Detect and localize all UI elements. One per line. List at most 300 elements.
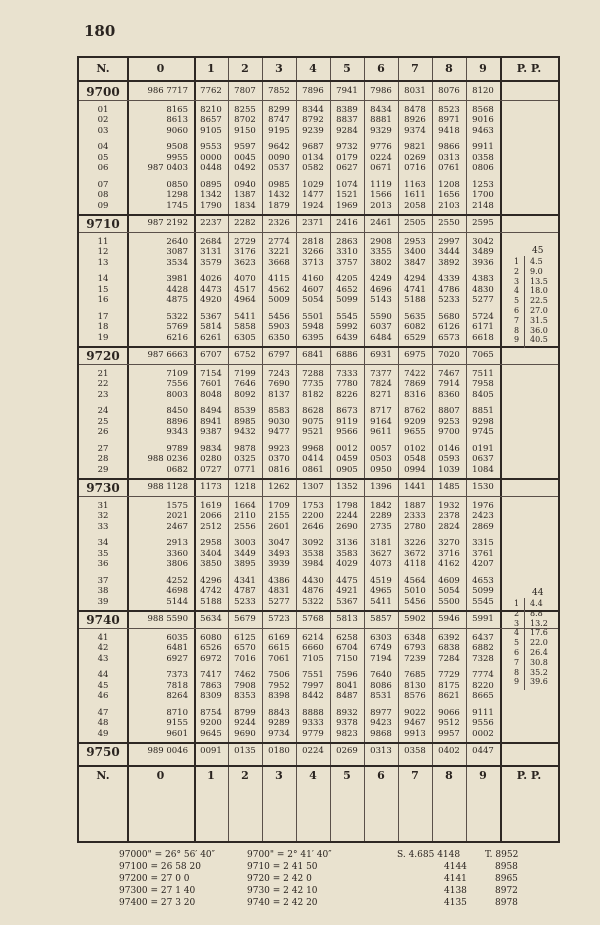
table-cell: 9298	[472, 416, 494, 427]
row-label: 07	[97, 179, 109, 190]
table-cell: 1879	[268, 200, 290, 211]
proportional-parts-index: 9	[514, 335, 520, 345]
table-cell: 6886	[336, 350, 358, 360]
table-cell: 0593	[438, 454, 460, 464]
table-cell: 2416	[336, 218, 358, 228]
table-cell: 9700	[438, 427, 460, 437]
table-cell: 9690	[234, 728, 256, 739]
table-cell: 9105	[200, 125, 222, 136]
table-cell: 4607	[302, 284, 324, 295]
table-cell: 7020	[438, 350, 460, 360]
table-cell: 5009	[268, 295, 290, 305]
table-cell: 4830	[472, 284, 494, 295]
table-cell: 4698	[166, 586, 188, 596]
row-label: 14	[97, 274, 109, 284]
table-cell: 5545	[336, 311, 358, 322]
table-cell: 1969	[336, 200, 358, 211]
table-cell: 0682	[166, 464, 188, 475]
table-cell: 6350	[268, 332, 290, 343]
table-cell: 9463	[472, 125, 494, 136]
table-cell: 8003	[166, 389, 188, 400]
table-cell: 8807	[438, 406, 460, 416]
row-label: 03	[97, 125, 109, 136]
table-cell: 0325	[234, 454, 256, 464]
table-cell: 8702	[234, 115, 256, 125]
table-cell: 7952	[268, 680, 290, 691]
table-cell: 8665	[472, 691, 494, 701]
table-cell: 0994	[404, 464, 426, 475]
table-cell: 5903	[268, 322, 290, 332]
proportional-parts-index: 5	[514, 296, 520, 306]
row-label: 28	[97, 454, 109, 464]
table-cell: 0548	[404, 454, 426, 464]
table-cell: 6927	[166, 653, 188, 664]
table-cell: 5099	[472, 586, 494, 596]
proportional-parts-head: 44	[532, 588, 544, 598]
table-cell: 2958	[200, 538, 222, 548]
table-cell: 8896	[166, 416, 188, 427]
table-cell: 4428	[166, 284, 188, 295]
row-label: 29	[97, 464, 109, 475]
table-cell: 1656	[438, 190, 460, 200]
table-cell: 9329	[370, 125, 392, 136]
table-cell: 5233	[234, 596, 256, 607]
table-cell: 6348	[404, 632, 426, 643]
table-cell: 4652	[336, 284, 358, 295]
proportional-parts-index: 6	[514, 648, 520, 657]
table-cell: 6395	[302, 332, 324, 343]
table-cell: 9968	[302, 443, 324, 454]
table-cell: 9834	[200, 443, 222, 454]
table-cell: 4160	[302, 274, 324, 284]
table-cell: 2556	[234, 521, 256, 532]
table-cell: 2282	[234, 218, 256, 228]
table-cell: 1396	[370, 482, 392, 492]
table-cell: 8048	[200, 389, 222, 400]
column-header-bottom: 7	[411, 768, 419, 782]
table-cell: 1441	[404, 482, 426, 492]
table-cell: 7601	[200, 379, 222, 389]
table-cell: 8086	[370, 680, 392, 691]
row-label: 36	[97, 559, 109, 569]
table-cell: 7762	[200, 86, 222, 96]
table-cell: 9209	[404, 416, 426, 427]
table-cell: 7467	[438, 368, 460, 379]
table-cell: 9957	[438, 728, 460, 739]
proportional-parts-head: 45	[532, 246, 544, 256]
table-cell: 9821	[404, 142, 426, 152]
proportional-parts-value: 31.5	[530, 315, 548, 325]
table-cell: 9111	[472, 707, 494, 718]
table-cell: 1432	[268, 190, 290, 200]
table-cell: 3181	[370, 538, 392, 548]
table-cell: 0269	[336, 746, 358, 756]
table-cell: 2371	[302, 218, 324, 228]
row-label: 33	[97, 521, 109, 532]
table-cell: 986 7717	[147, 86, 188, 96]
table-cell: 5858	[234, 322, 256, 332]
row-label: 15	[97, 284, 109, 295]
table-cell: 4519	[370, 575, 392, 586]
table-cell: 1834	[234, 200, 256, 211]
logarithm-table	[77, 56, 560, 843]
table-cell: 8450	[166, 406, 188, 416]
table-cell: 7818	[166, 680, 188, 691]
row-label: 12	[97, 247, 109, 257]
proportional-parts-value: 8.8	[530, 608, 543, 618]
table-cell: 0806	[472, 163, 494, 173]
table-cell: 6570	[234, 643, 256, 653]
table-cell: 0269	[404, 152, 426, 163]
table-cell: 8539	[234, 406, 256, 416]
arc-conversion: 9700" = 2° 41′ 40″	[247, 850, 332, 860]
table-cell: 0090	[268, 152, 290, 163]
table-cell: 2021	[166, 511, 188, 521]
row-label: 27	[97, 443, 109, 454]
table-cell: 3713	[302, 257, 324, 268]
table-cell: 6258	[336, 632, 358, 643]
table-cell: 7065	[472, 350, 494, 360]
column-header-top: 0	[156, 62, 165, 75]
table-cell: 7908	[234, 680, 256, 691]
table-cell: 5768	[302, 614, 324, 624]
group-rule	[79, 742, 558, 744]
table-cell: 9423	[370, 718, 392, 728]
table-cell: 5545	[472, 596, 494, 607]
table-cell: 6749	[370, 643, 392, 653]
proportional-parts-index: 7	[514, 315, 520, 325]
table-cell: 8792	[302, 115, 324, 125]
column-header-top: 7	[411, 62, 419, 75]
table-cell: 9553	[200, 142, 222, 152]
table-cell: 9521	[302, 427, 324, 437]
row-label: 48	[97, 718, 109, 728]
table-cell: 5902	[404, 614, 426, 624]
table-cell: 9387	[200, 427, 222, 437]
table-cell: 4920	[200, 295, 222, 305]
table-cell: 4073	[370, 559, 392, 569]
table-cell: 9776	[370, 142, 392, 152]
table-cell: 3627	[370, 548, 392, 559]
table-cell: 989 0046	[147, 746, 188, 756]
table-cell: 0816	[268, 464, 290, 475]
table-cell: 9418	[438, 125, 460, 136]
table-cell: 3672	[404, 548, 426, 559]
table-cell: 2550	[438, 218, 460, 228]
table-cell: 7596	[336, 670, 358, 680]
table-cell: 6035	[166, 632, 188, 643]
table-cell: 9779	[302, 728, 324, 739]
table-cell: 3668	[268, 257, 290, 268]
table-cell: 6125	[234, 632, 256, 643]
table-cell: 9878	[234, 443, 256, 454]
table-cell: 8076	[438, 86, 460, 96]
table-cell: 8613	[166, 115, 188, 125]
table-cell: 2601	[268, 521, 290, 532]
table-cell: 8478	[404, 104, 426, 115]
table-cell: 7422	[404, 368, 426, 379]
table-cell: 7941	[336, 86, 358, 96]
table-cell: 6660	[302, 643, 324, 653]
group-rule	[79, 628, 558, 629]
table-cell: 7852	[268, 86, 290, 96]
table-cell: 8405	[472, 389, 494, 400]
table-cell: 8799	[234, 707, 256, 718]
table-cell: 1163	[404, 179, 426, 190]
table-cell: 5010	[404, 586, 426, 596]
proportional-parts-bar	[524, 598, 525, 690]
table-cell: 5054	[302, 295, 324, 305]
table-cell: 3895	[234, 559, 256, 569]
row-label: 45	[97, 680, 109, 691]
table-cell: 8175	[438, 680, 460, 691]
table-cell: 3221	[268, 247, 290, 257]
s-value: 4138	[444, 886, 467, 896]
row-label-major: 9740	[86, 613, 120, 627]
table-cell: 4964	[234, 295, 256, 305]
row-label-major: 9700	[86, 85, 120, 99]
table-cell: 9374	[404, 125, 426, 136]
table-cell: 3047	[268, 538, 290, 548]
proportional-parts-value: 9.0	[530, 266, 543, 276]
table-cell: 9512	[438, 718, 460, 728]
table-cell: 0002	[472, 728, 494, 739]
table-cell: 9432	[234, 427, 256, 437]
table-cell: 8210	[200, 104, 222, 115]
table-cell: 5367	[200, 311, 222, 322]
table-cell: 2735	[370, 521, 392, 532]
t-value: 8965	[495, 874, 518, 884]
column-header-bottom: 2	[241, 768, 249, 782]
row-label: 11	[97, 236, 109, 247]
table-cell: 7958	[472, 379, 494, 389]
table-cell: 7690	[268, 379, 290, 389]
table-cell: 3092	[302, 538, 324, 548]
table-cell: 6439	[336, 332, 358, 343]
table-cell: 4386	[268, 575, 290, 586]
row-label: 13	[97, 257, 109, 268]
table-cell: 0895	[200, 179, 222, 190]
table-cell: 4207	[472, 559, 494, 569]
arc-conversion: 9710 = 2 41 50	[247, 862, 318, 872]
table-cell: 3226	[404, 538, 426, 548]
table-cell: 1029	[302, 179, 324, 190]
proportional-parts-value: 13.2	[530, 618, 548, 628]
table-cell: 4831	[268, 586, 290, 596]
table-cell: 3850	[200, 559, 222, 569]
table-cell: 1218	[234, 482, 256, 492]
table-cell: 9066	[438, 707, 460, 718]
table-cell: 2200	[302, 511, 324, 521]
table-cell: 0459	[336, 454, 358, 464]
table-cell: 8971	[438, 115, 460, 125]
table-cell: 7780	[336, 379, 358, 389]
table-cell: 4875	[166, 295, 188, 305]
table-cell: 987 6663	[147, 350, 188, 360]
arc-conversion: 97200 = 27 0 0	[119, 874, 190, 884]
proportional-parts-value: 26.4	[530, 648, 548, 657]
table-cell: 8182	[302, 389, 324, 400]
table-cell: 3404	[200, 548, 222, 559]
group-rule	[79, 610, 558, 612]
table-cell: 8137	[268, 389, 290, 400]
table-cell: 5144	[166, 596, 188, 607]
table-cell: 7154	[200, 368, 222, 379]
row-label: 17	[97, 311, 109, 322]
table-cell: 7194	[370, 653, 392, 664]
table-cell: 3136	[336, 538, 358, 548]
table-cell: 5992	[336, 322, 358, 332]
table-cell: 0582	[302, 163, 324, 173]
table-cell: 7774	[472, 670, 494, 680]
table-cell: 5723	[268, 614, 290, 624]
table-cell: 9467	[404, 718, 426, 728]
table-cell: 6481	[166, 643, 188, 653]
proportional-parts-index: 3	[514, 276, 520, 286]
table-cell: 7511	[472, 368, 494, 379]
table-cell: 0224	[302, 746, 324, 756]
table-cell: 5946	[438, 614, 460, 624]
table-cell: 6484	[370, 332, 392, 343]
proportional-parts-index: 1	[514, 599, 520, 608]
table-cell: 2237	[200, 218, 222, 228]
table-cell: 1262	[268, 482, 290, 492]
table-cell: 1352	[336, 482, 358, 492]
table-cell: 3493	[268, 548, 290, 559]
row-label: 39	[97, 596, 109, 607]
table-cell: 2013	[370, 200, 392, 211]
table-cell: 2818	[302, 236, 324, 247]
table-cell: 6975	[404, 350, 426, 360]
table-cell: 2869	[472, 521, 494, 532]
table-cell: 3534	[166, 257, 188, 268]
row-label: 37	[97, 575, 109, 586]
table-cell: 1932	[438, 500, 460, 511]
table-cell: 8220	[472, 680, 494, 691]
table-cell: 8092	[234, 389, 256, 400]
row-label: 02	[97, 115, 109, 125]
table-cell: 1298	[166, 190, 188, 200]
column-header-top: 2	[241, 62, 249, 75]
table-cell: 3355	[370, 247, 392, 257]
table-cell: 5948	[302, 322, 324, 332]
table-cell: 0358	[472, 152, 494, 163]
table-cell: 2997	[438, 236, 460, 247]
table-cell: 3802	[370, 257, 392, 268]
table-cell: 1709	[268, 500, 290, 511]
table-cell: 6305	[234, 332, 256, 343]
table-cell: 8299	[268, 104, 290, 115]
table-cell: 2148	[472, 200, 494, 211]
column-header-bottom: 4	[309, 768, 317, 782]
table-cell: 4475	[336, 575, 358, 586]
table-cell: 6529	[404, 332, 426, 343]
table-cell: 6931	[370, 350, 392, 360]
proportional-parts-index: 7	[514, 657, 520, 667]
table-cell: 0179	[336, 152, 358, 163]
table-cell: 5724	[472, 311, 494, 322]
column-header-top: 1	[207, 62, 215, 75]
table-cell: 5680	[438, 311, 460, 322]
table-cell: 8568	[472, 104, 494, 115]
table-cell: 987 2192	[147, 218, 188, 228]
table-cell: 0135	[234, 746, 256, 756]
table-cell: 3847	[404, 257, 426, 268]
row-label-major: 9730	[86, 481, 120, 495]
table-cell: 9789	[166, 443, 188, 454]
table-cell: 8309	[200, 691, 222, 701]
proportional-parts-index: 1	[514, 257, 520, 266]
table-cell: 2913	[166, 538, 188, 548]
table-cell: 8316	[404, 389, 426, 400]
table-cell: 1307	[302, 482, 324, 492]
table-cell: 6261	[200, 332, 222, 343]
table-cell: 1477	[302, 190, 324, 200]
table-cell: 8754	[200, 707, 222, 718]
header-rule	[79, 80, 558, 82]
s-value: 4141	[444, 874, 467, 884]
proportional-parts-index: 6	[514, 306, 520, 315]
table-cell: 5635	[404, 311, 426, 322]
table-cell: 4205	[336, 274, 358, 284]
table-cell: 3003	[234, 538, 256, 548]
column-header-bottom: 9	[479, 768, 487, 782]
table-cell: 5679	[234, 614, 256, 624]
table-cell: 8344	[302, 104, 324, 115]
row-label: 04	[97, 142, 109, 152]
table-cell: 3176	[234, 247, 256, 257]
table-cell: 8523	[438, 104, 460, 115]
table-cell: 0905	[336, 464, 358, 475]
table-cell: 6704	[336, 643, 358, 653]
row-label: 44	[97, 670, 109, 680]
table-cell: 4249	[370, 274, 392, 284]
table-cell: 2066	[200, 511, 222, 521]
table-cell: 3310	[336, 247, 358, 257]
column-header-top: 3	[275, 62, 283, 75]
table-cell: 8851	[472, 406, 494, 416]
table-cell: 1208	[438, 179, 460, 190]
table-cell: 9477	[268, 427, 290, 437]
table-cell: 4741	[404, 284, 426, 295]
table-cell: 7333	[336, 368, 358, 379]
table-cell: 8583	[268, 406, 290, 416]
table-cell: 6752	[234, 350, 256, 360]
table-cell: 6126	[438, 322, 460, 332]
arc-conversion: 97300 = 27 1 40	[119, 886, 196, 896]
table-cell: 7863	[200, 680, 222, 691]
table-cell: 9823	[336, 728, 358, 739]
column-header-bottom: 3	[275, 768, 283, 782]
table-cell: 1566	[370, 190, 392, 200]
table-cell: 0280	[200, 454, 222, 464]
table-cell: 8353	[234, 691, 256, 701]
table-cell: 3360	[166, 548, 188, 559]
table-cell: 4252	[166, 575, 188, 586]
table-cell: 1253	[472, 179, 494, 190]
table-cell: 6169	[268, 632, 290, 643]
t-value: 8978	[495, 898, 518, 908]
table-cell: 7914	[438, 379, 460, 389]
table-cell: 6618	[472, 332, 494, 343]
table-cell: 5099	[336, 295, 358, 305]
row-label: 34	[97, 538, 109, 548]
table-cell: 0012	[336, 443, 358, 454]
column-header-top: N.	[96, 62, 110, 75]
table-cell: 9566	[336, 427, 358, 437]
arc-conversion: 9730 = 2 42 10	[247, 886, 318, 896]
table-cell: 0448	[200, 163, 222, 173]
